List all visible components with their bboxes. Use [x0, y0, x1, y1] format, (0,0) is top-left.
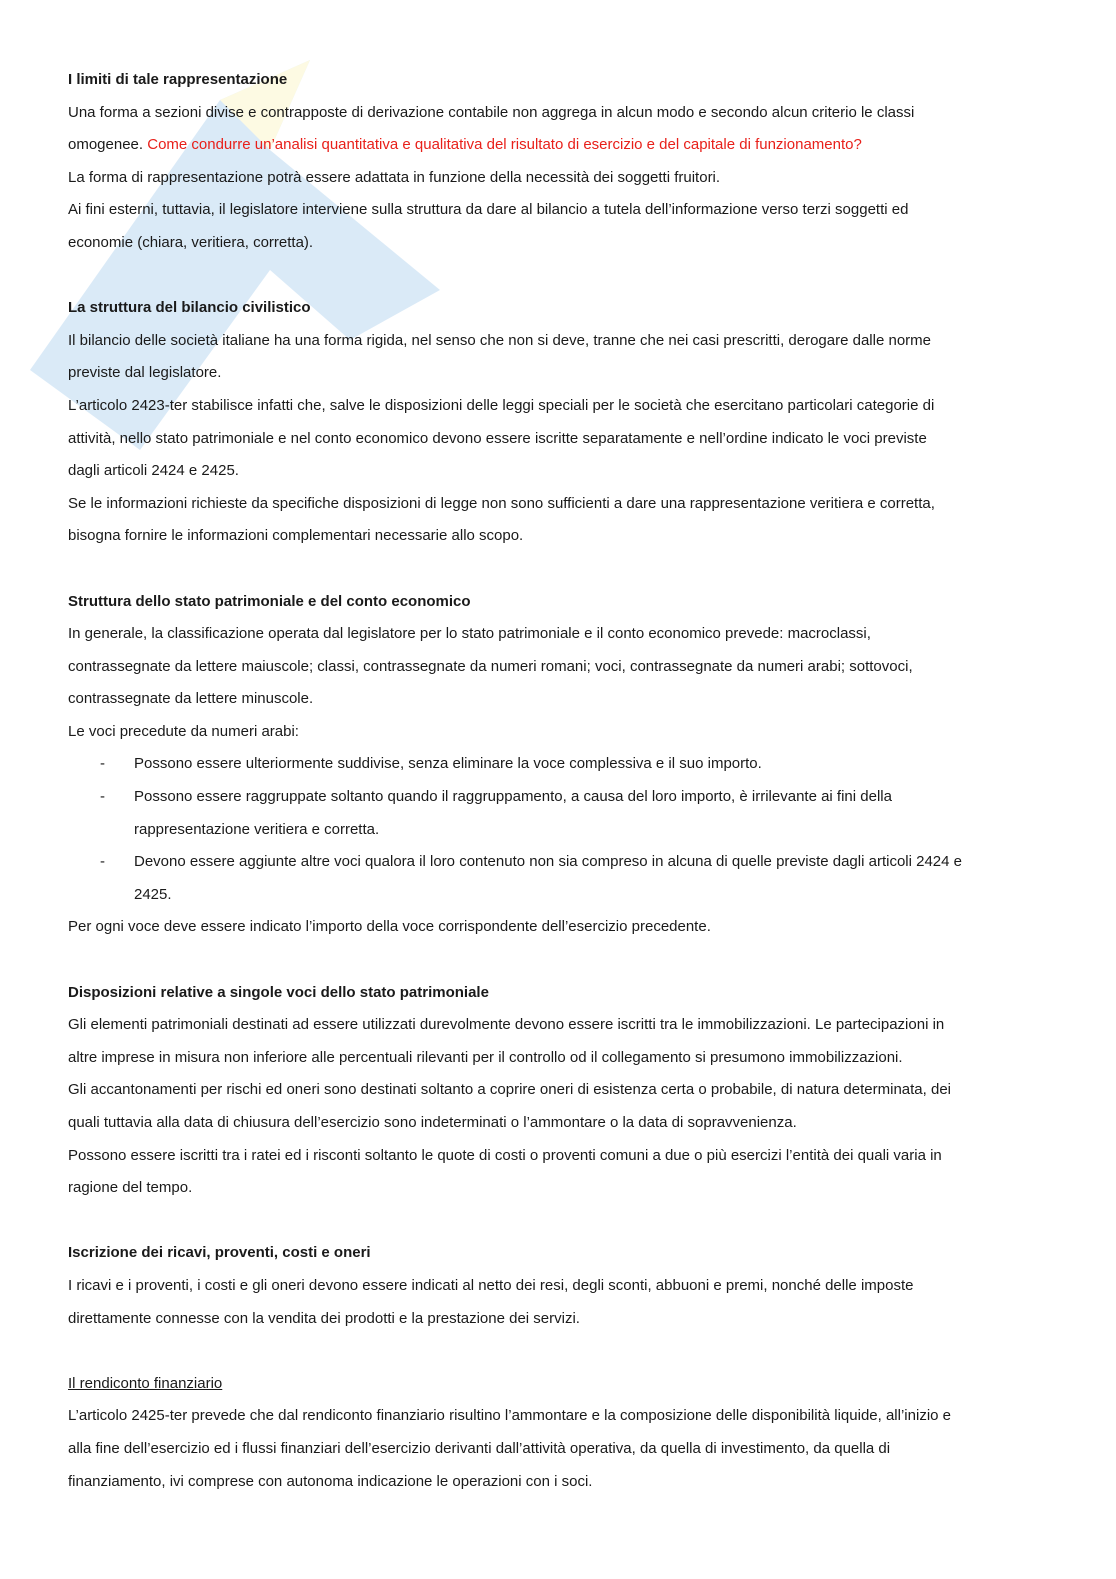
paragraph-line: contrassegnate da lettere maiuscole; classi, contrassegnate da numeri romani; voci, contrassegnate da numeri arabi; sottovoci, — [68, 657, 913, 675]
paragraph-line: Il bilancio delle società italiane ha una forma rigida, nel senso che non si deve, tranne che nei casi prescritti, derogare dalle norme — [68, 331, 931, 349]
paragraph-line: contrassegnate da lettere minuscole. — [68, 690, 314, 708]
list-item-text: Possono essere ulteriormente suddivise, senza eliminare la voce complessiva e il suo importo. — [134, 755, 762, 773]
paragraph-line: bisogna fornire le informazioni complementari necessarie allo scopo. — [68, 527, 524, 545]
section-heading-rendiconto: Il rendiconto finanziario — [68, 1374, 223, 1392]
section-spacer — [68, 1335, 1048, 1368]
paragraph-line: Per ogni voce deve essere indicato l’importo della voce corrispondente dell’esercizio precedente. — [68, 918, 711, 936]
paragraph-line: Ai fini esterni, tuttavia, il legislatore interviene sulla struttura da dare al bilancio a tutela dell’informazione verso terzi soggetti ed — [68, 201, 909, 219]
paragraph-line: attività, nello stato patrimoniale e nel conto economico devono essere iscritte separatamente e nell’ordine indicato le voci previste — [68, 429, 927, 447]
section-heading-struttura-stato: Struttura dello stato patrimoniale e del conto economico — [68, 592, 471, 610]
paragraph-line: Le voci precedute da numeri arabi: — [68, 722, 299, 740]
paragraph-line: altre imprese in misura non inferiore alle percentuali rilevanti per il controllo od il collegamento si presumono immobilizzazioni. — [68, 1048, 903, 1066]
list-dash: - — [100, 788, 105, 806]
list-dash: - — [100, 853, 105, 871]
paragraph-line: direttamente connesse con la vendita dei prodotti e la prestazione dei servizi. — [68, 1309, 580, 1327]
paragraph-line: alla fine dell’esercizio ed i flussi finanziari dell’esercizio derivanti dall’attività operativa, da quella di investimento, da quella di — [68, 1439, 891, 1457]
section-spacer — [68, 260, 1048, 293]
document-body — [68, 64, 1048, 1498]
paragraph-line: L’articolo 2425-ter prevede che dal rendiconto finanziario risultino l’ammontare e la composizione delle disponibilità liquide, all’inizio e — [68, 1407, 952, 1425]
paragraph-line: Possono essere iscritti tra i ratei ed i risconti soltanto le quote di costi o proventi comuni a due o più esercizi l’entità dei quali varia in — [68, 1146, 942, 1164]
highlighted-question: Come condurre un’analisi quantitativa e qualitativa del risultato di esercizio e del capitale di funzionamento? — [143, 136, 862, 154]
paragraph-line: finanziamento, ivi comprese con autonoma indicazione le operazioni con i soci. — [68, 1472, 593, 1490]
list-item-continuation: 2425. — [134, 885, 172, 903]
paragraph-line: economie (chiara, veritiera, corretta). — [68, 233, 314, 251]
paragraph-line: Una forma a sezioni divise e contrapposte di derivazione contabile non aggrega in alcun modo e secondo alcun criterio le classi — [68, 103, 915, 121]
paragraph-line — [68, 129, 1048, 162]
section-heading-disposizioni: Disposizioni relative a singole voci dello stato patrimoniale — [68, 983, 489, 1001]
list-item — [68, 748, 1048, 781]
section-heading-struttura-bilancio: La struttura del bilancio civilistico — [68, 299, 311, 317]
paragraph-line: In generale, la classificazione operata dal legislatore per lo stato patrimoniale e il conto economico prevede: macroclassi, — [68, 625, 871, 643]
paragraph-line: Se le informazioni richieste da specifiche disposizioni di legge non sono sufficienti a dare una rappresentazione veritiera e corretta, — [68, 494, 935, 512]
section-spacer — [68, 553, 1048, 586]
list-dash: - — [100, 755, 105, 773]
section-spacer — [68, 944, 1048, 977]
paragraph-line: Gli accantonamenti per rischi ed oneri sono destinati soltanto a coprire oneri di esistenza certa o probabile, di natura determinata, dei — [68, 1081, 952, 1099]
section-heading-iscrizione: Iscrizione dei ricavi, proventi, costi e oneri — [68, 1244, 371, 1262]
list-item-text: Devono essere aggiunte altre voci qualora il loro contenuto non sia compreso in alcuna di quelle previste dagli articoli 2424 e — [134, 853, 963, 871]
paragraph-line: ragione del tempo. — [68, 1179, 193, 1197]
paragraph-line: La forma di rappresentazione potrà essere adattata in funzione della necessità dei soggetti fruitori. — [68, 168, 721, 186]
paragraph-text: omogenee. — [68, 136, 144, 154]
list-item — [68, 781, 1048, 814]
paragraph-line: I ricavi e i proventi, i costi e gli oneri devono essere indicati al netto dei resi, degli sconti, abbuoni e premi, nonché delle imposte — [68, 1276, 914, 1294]
paragraph-line: quali tuttavia alla data di chiusura dell’esercizio sono indeterminati o l’ammontare o la data di sopravvenienza. — [68, 1114, 797, 1131]
paragraph-line: dagli articoli 2424 e 2425. — [68, 462, 239, 480]
list-item-text: Possono essere raggruppate soltanto quando il raggruppamento, a causa del loro importo, è irrilevante ai fini della — [134, 788, 892, 806]
list-item-continuation: rappresentazione veritiera e corretta. — [134, 820, 380, 838]
section-heading-limiti: I limiti di tale rappresentazione — [68, 71, 288, 88]
paragraph-line: previste dal legislatore. — [68, 364, 222, 382]
paragraph-line: Gli elementi patrimoniali destinati ad essere utilizzati durevolmente devono essere iscritti tra le immobilizzazioni. Le partecipazioni in — [68, 1016, 945, 1034]
list-item — [68, 846, 1048, 879]
paragraph-line: L’articolo 2423-ter stabilisce infatti che, salve le disposizioni delle leggi speciali per le società che esercitano particolari categorie di — [68, 396, 935, 414]
section-spacer — [68, 1205, 1048, 1238]
